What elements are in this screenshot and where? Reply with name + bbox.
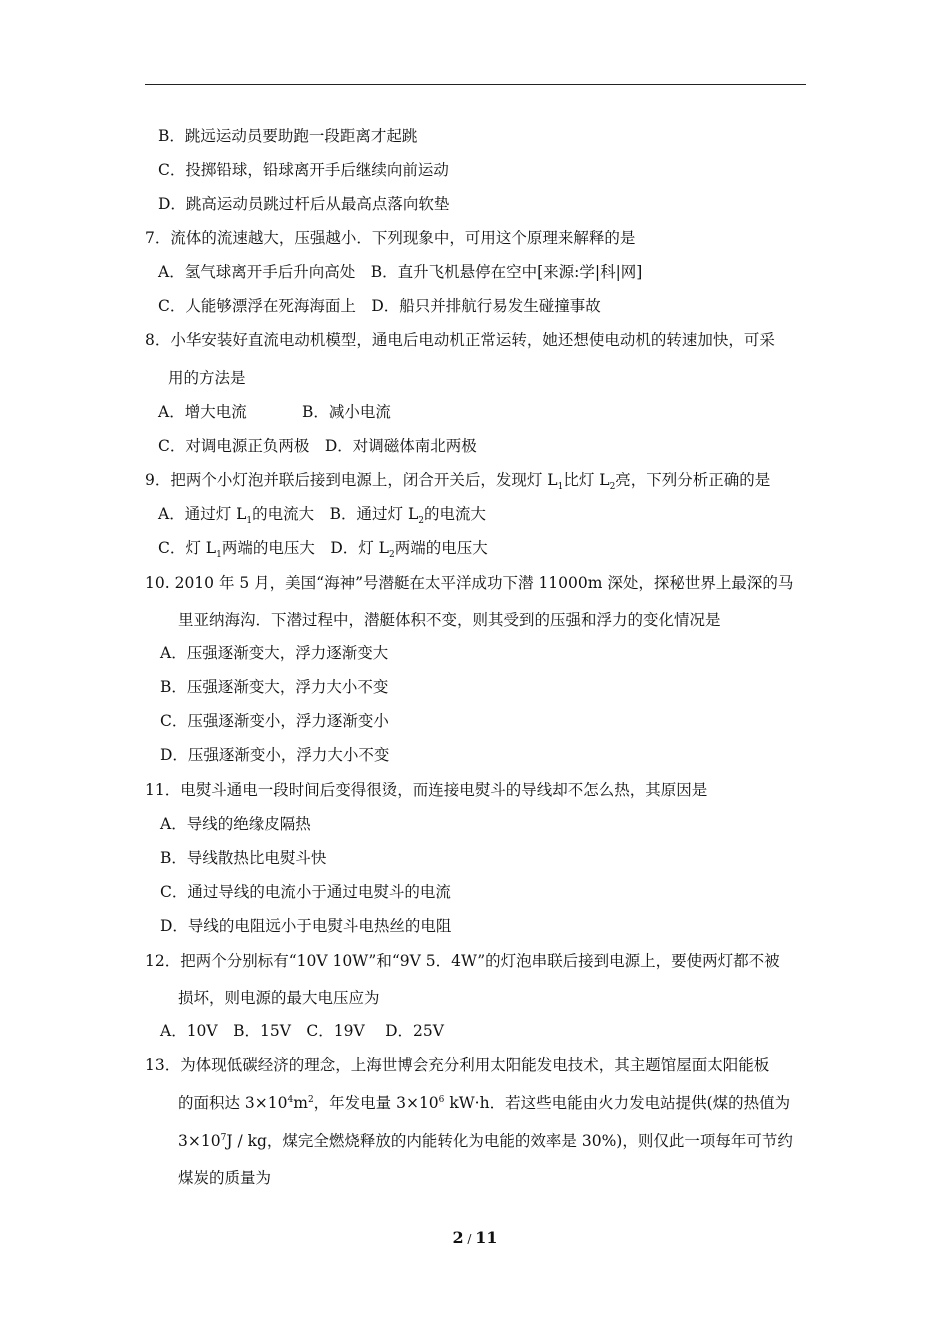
q12-stem-line1: 12．把两个分别标有“10V 10W”和“9V 5．4W”的灯泡串联后接到电源上，要使两灯都不被	[145, 952, 780, 970]
q7-options-row1: A．氢气球离开手后升向高处 B．直升飞机悬停在空中[来源:学|科|网]	[158, 263, 643, 281]
q12-options: A．10V B．15V C．19V D．25V	[160, 1022, 444, 1040]
q7-stem: 7．流体的流速越大，压强越小．下列现象中，可用这个原理来解释的是	[145, 229, 636, 247]
page-number: 2 / 11	[452, 1228, 498, 1247]
q11-option-a: A．导线的绝缘皮隔热	[160, 815, 311, 833]
q8-options-row2: C．对调电源正负两极 D．对调磁体南北两极	[158, 437, 477, 455]
q10-option-c: C．压强逐渐变小，浮力逐渐变小	[160, 712, 389, 730]
header-rule	[145, 84, 806, 85]
q7-options-row2: C．人能够漂浮在死海海面上 D．船只并排航行易发生碰撞事故	[158, 297, 601, 315]
q11-option-d: D．导线的电阻远小于电熨斗电热丝的电阻	[160, 917, 452, 935]
q13-stem-line3: $3\times 10^7J$ / kg，煤完全燃烧释放的内能转化为电能的效率是 30%)，则仅此一项每年可节约	[178, 1132, 793, 1150]
q9-options-row1: A．通过灯 $L_1$的电流大 B．通过灯 $L_2$的电流大	[158, 505, 487, 527]
q13-stem-line2: 的面积达 $3\times 10^4m^2$，年发电量 $3\times 10^6$ kW·h．若这些电能由火力发电站提供(煤的热值为	[178, 1094, 791, 1112]
q10-stem-line1: 10. 2010 年 5 月，美国“海神”号潜艇在太平洋成功下潜 11000m 深处，探秘世界上最深的马	[145, 574, 794, 592]
q8-option-a: A．增大电流	[158, 403, 247, 421]
q10-stem-line2: 里亚纳海沟．下潜过程中，潜艇体积不变，则其受到的压强和浮力的变化情况是	[178, 611, 721, 629]
q9-options-row2: C．灯 $L_1$两端的电压大 D．灯 $L_2$两端的电压大	[158, 539, 488, 561]
q10-option-d: D．压强逐渐变小，浮力大小不变	[160, 746, 390, 764]
q6-option-d: D．跳高运动员跳过杆后从最高点落向软垫	[158, 195, 450, 213]
q6-option-b: B．跳远运动员要助跑一段距离才起跳	[158, 127, 418, 145]
q11-option-c: C．通过导线的电流小于通过电熨斗的电流	[160, 883, 451, 901]
q13-stem-line1: 13．为体现低碳经济的理念，上海世博会充分利用太阳能发电技术，其主题馆屋面太阳能板	[145, 1056, 770, 1074]
q9-stem: 9．把两个小灯泡并联后接到电源上，闭合开关后，发现灯 $L_1$比灯 $L_2$亮，下列分析正确的是	[145, 471, 771, 493]
q11-stem: 11．电熨斗通电一段时间后变得很烫，而连接电熨斗的导线却不怎么热，其原因是	[145, 781, 708, 799]
q8-stem-line2: 用的方法是	[168, 369, 246, 387]
q12-stem-line2: 损坏，则电源的最大电压应为	[178, 989, 380, 1007]
q10-option-b: B．压强逐渐变大，浮力大小不变	[160, 678, 389, 696]
q8-stem-line1: 8．小华安装好直流电动机模型，通电后电动机正常运转，她还想使电动机的转速加快，可采	[145, 331, 775, 349]
q8-option-b: B．减小电流	[302, 403, 391, 421]
q11-option-b: B．导线散热比电熨斗快	[160, 849, 327, 867]
q6-option-c: C．投掷铅球，铅球离开手后继续向前运动	[158, 161, 449, 179]
q10-option-a: A．压强逐渐变大，浮力逐渐变大	[160, 644, 389, 662]
q13-stem-line4: 煤炭的质量为	[178, 1169, 272, 1187]
